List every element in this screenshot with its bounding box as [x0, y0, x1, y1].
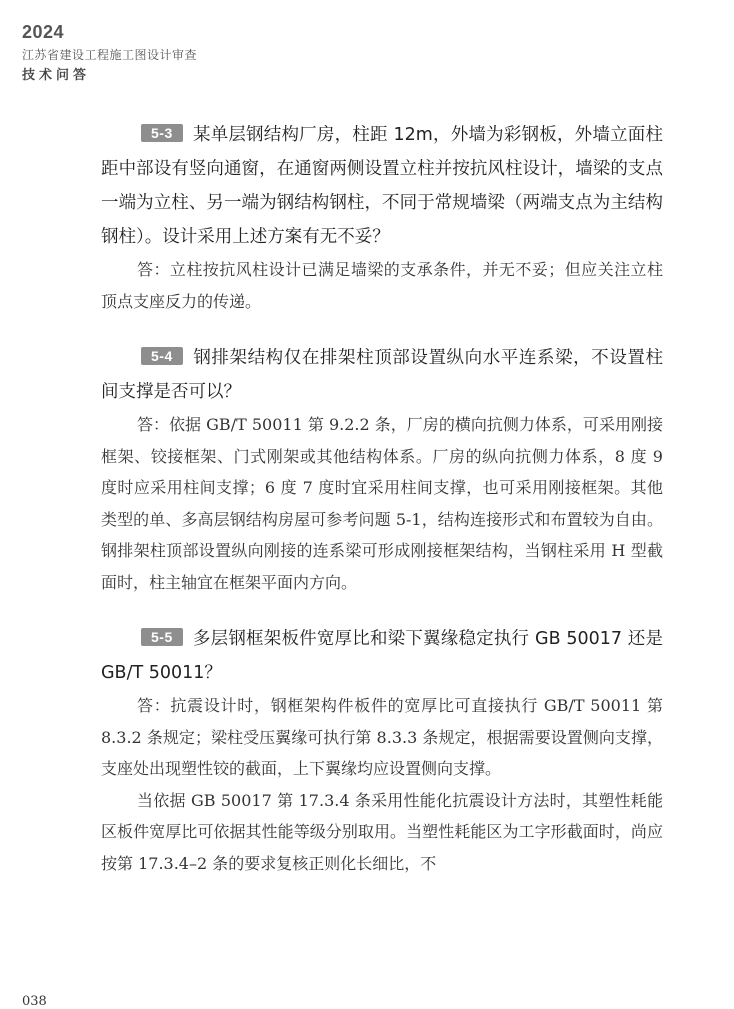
question-text	[101, 622, 663, 690]
qa-item-5-5	[101, 622, 663, 879]
question-body: 某单层钢结构厂房，柱距 12m，外墙为彩钢板，外墙立面柱距中部设有竖向通窗，在通窗两侧设置立柱并按抗风柱设计，墙梁的支点一端为立柱、另一端为钢结构钢柱，不同于常规墙梁（两端支点为主结构钢柱）。设计采用上述方案有无不妥？	[101, 125, 663, 247]
answer-paragraph: 答：依据 GB/T 50011 第 9.2.2 条，厂房的横向抗侧力体系，可采用刚接框架、铰接框架、门式刚架或其他结构体系。厂房的纵向抗侧力体系，8 度 9 度时应采用柱间支撑；6 度 7 度时宜采用柱间支撑，也可采用刚接框架。其他类型的单、多高层钢结构房屋可参考问题 5-1，结构连接形式和布置较为自由。钢排架柱顶部设置纵向刚接的连系梁可形成刚接框架结构，当钢柱采用 H 型截面时，柱主轴宜在框架平面内方向。	[101, 415, 663, 592]
question-number-badge: 5-3	[141, 124, 183, 142]
answer-paragraph: 答：抗震设计时，钢框架构件板件的宽厚比可直接执行 GB/T 50011 第 8.3.2 条规定；梁柱受压翼缘可执行第 8.3.3 条规定，根据需要设置侧向支撑，支座处出现塑性铰的截面，上下翼缘均应设置侧向支撑。	[101, 696, 663, 778]
question-body: 钢排架结构仅在排架柱顶部设置纵向水平连系梁，不设置柱间支撑是否可以？	[101, 348, 663, 402]
question-number-badge: 5-4	[141, 347, 183, 365]
header-section-title: 技术问答	[22, 68, 91, 83]
qa-item-5-4	[101, 341, 663, 598]
qa-item-5-3	[101, 118, 663, 317]
answer-paragraph: 答：立柱按抗风柱设计已满足墙梁的支承条件，并无不妥；但应关注立柱顶点支座反力的传递。	[101, 260, 663, 311]
question-number-badge: 5-5	[141, 628, 183, 646]
header-organization: 江苏省建设工程施工图设计审查	[22, 48, 198, 62]
header-year: 2024	[22, 22, 65, 42]
page-number: 038	[22, 994, 47, 1009]
page-body	[101, 118, 663, 879]
question-body: 多层钢框架板件宽厚比和梁下翼缘稳定执行 GB 50017 还是 GB/T 50011？	[101, 629, 663, 683]
question-text	[101, 118, 663, 254]
question-text	[101, 341, 663, 409]
answer-paragraph: 当依据 GB 50017 第 17.3.4 条采用性能化抗震设计方法时，其塑性耗能区板件宽厚比可依据其性能等级分别取用。当塑性耗能区为工字形截面时，尚应按第 17.3.4–2 条的要求复核正则化长细比，不	[101, 790, 663, 873]
